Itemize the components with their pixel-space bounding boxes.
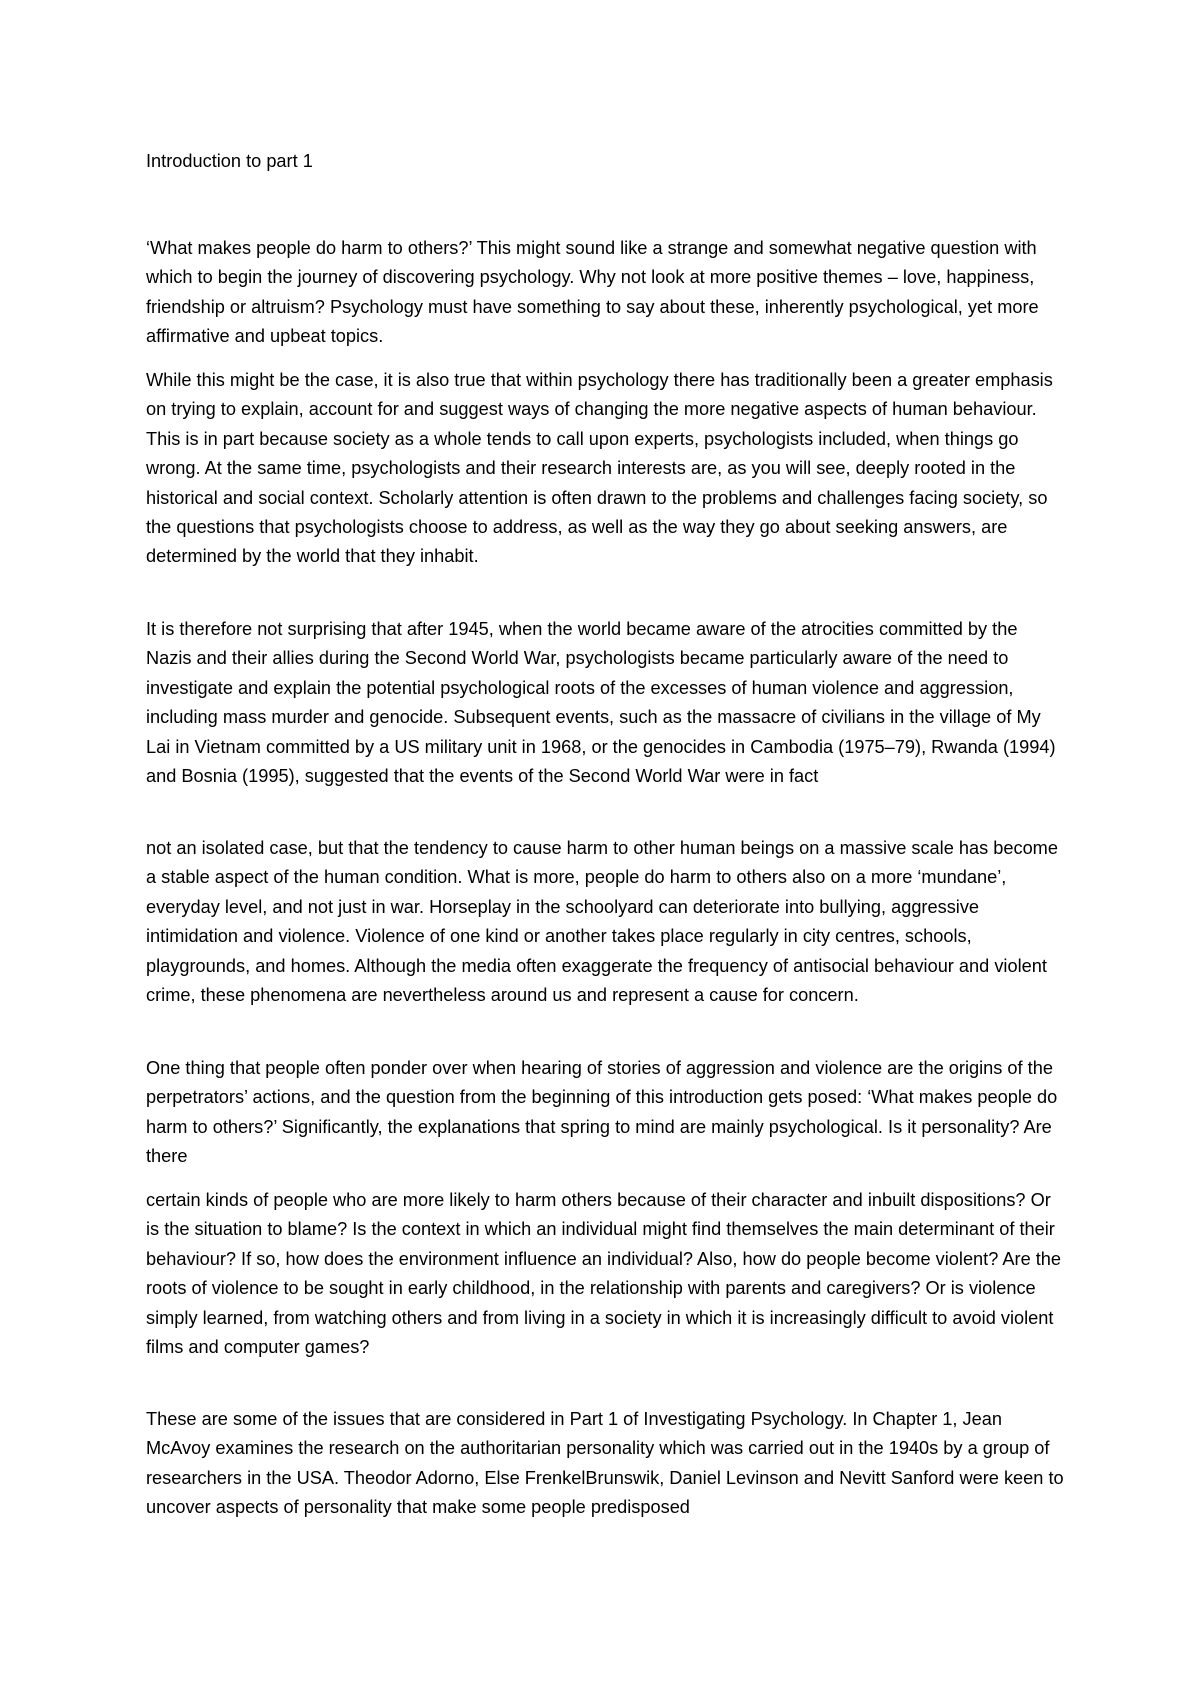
paragraph-6: certain kinds of people who are more likely to harm others because of their character and inbuilt dispositions? Or is the situation to blame? Is the context in which an individual might find themselves the main determinant of their behaviour? If so, how does the environment influence an individual? Also, how do people become violent? Are the roots of violence to be sought in early childhood, in the relationship with parents and caregivers? Or is violence simply learned, from watching others and from living in a society in which it is increasingly difficult to avoid violent films and computer games? [146,1190,1062,1358]
paragraph-7: These are some of the issues that are considered in Part 1 of Investigating Psychology. In Chapter 1, Jean McAvoy examines the research on the authoritarian personality which was carried out in the 1940s by a group of researchers in the USA. Theodor Adorno, Else FrenkelBrunswik, Daniel Levinson and Nevitt Sanford were keen to uncover aspects of personality that make some people predisposed [146,1409,1064,1518]
paragraph-1: ‘What makes people do harm to others?’ This might sound like a strange and somewhat negative question with which to begin the journey of discovering psychology. Why not look at more positive themes – love, happiness, friendship or altruism? Psychology must have something to say about these, inherently psychological, yet more affirmative and upbeat topics. [146,238,1039,347]
page-title: Introduction to part 1 [146,151,313,171]
paragraph-5: One thing that people often ponder over when hearing of stories of aggression and violence are the origins of the perpetrators’ actions, and the question from the beginning of this introduction gets posed: ‘What makes people do harm to others?’ Significantly, the explanations that spring to mind are mainly psychological. Is it personality? Are there [146,1058,1058,1167]
paragraph-4: not an isolated case, but that the tendency to cause harm to other human beings on a massive scale has become a stable aspect of the human condition. What is more, people do harm to others also on a more ‘mundane’, everyday level, and not just in war. Horseplay in the schoolyard can deteriorate into bullying, aggressive intimidation and violence. Violence of one kind or another takes place regularly in city centres, schools, playgrounds, and homes. Although the media often exaggerate the frequency of antisocial behaviour and violent crime, these phenomena are nevertheless around us and represent a cause for concern. [146,838,1058,1006]
paragraph-3: It is therefore not surprising that after 1945, when the world became aware of the atrocities committed by the Nazis and their allies during the Second World War, psychologists became particularly aware of the need to investigate and explain the potential psychological roots of the excesses of human violence and aggression, including mass murder and genocide. Subsequent events, such as the massacre of civilians in the village of My Lai in Vietnam committed by a US military unit in 1968, or the genocides in Cambodia (1975–79), Rwanda (1994) and Bosnia (1995), suggested that the events of the Second World War were in fact [146,619,1056,787]
paragraph-2: While this might be the case, it is also true that within psychology there has traditionally been a greater emphasis on trying to explain, account for and suggest ways of changing the more negative aspects of human behaviour. This is in part because society as a whole tends to call upon experts, psychologists included, when things go wrong. At the same time, psychologists and their research interests are, as you will see, deeply rooted in the historical and social context. Scholarly attention is often drawn to the problems and challenges facing society, so the questions that psychologists choose to address, as well as the way they go about seeking answers, are determined by the world that they inhabit. [146,370,1053,567]
